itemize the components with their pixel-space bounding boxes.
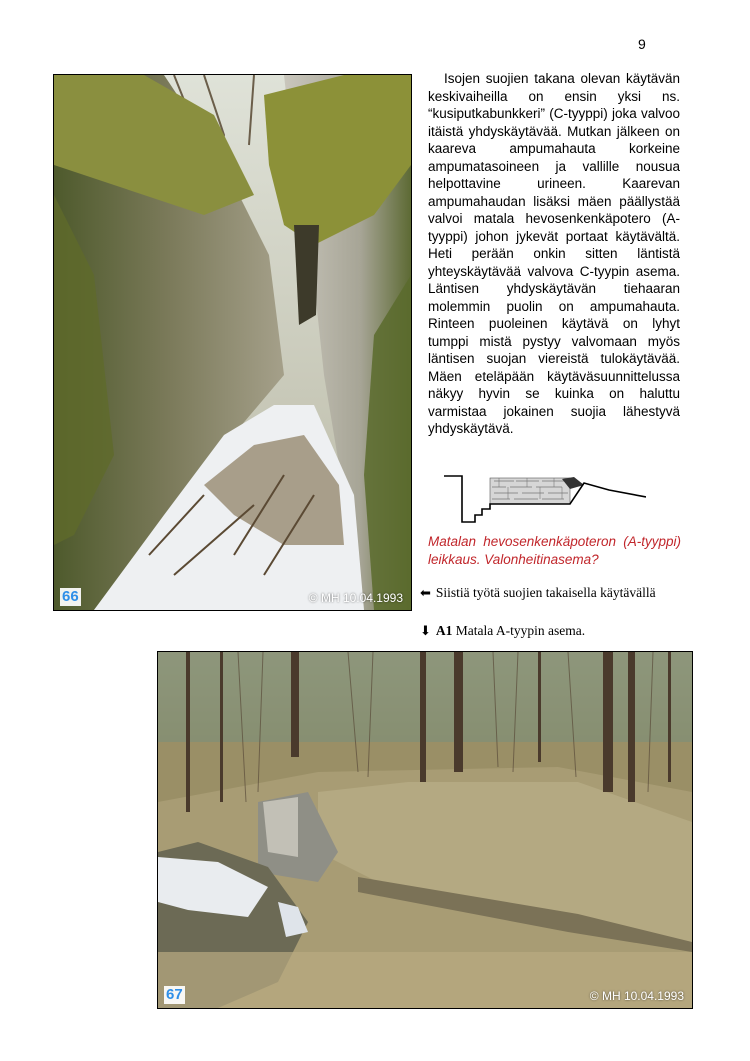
photo-67-note [420,623,585,639]
figure-caption: Matalan hevosenkenkäpoteron (A-tyyppi) leikkaus. Valonheitinasema? [428,534,681,567]
forest-photo-image [158,652,692,1008]
page-number: 9 [638,36,646,52]
photo-trench-snow [53,74,412,611]
photo-number: 66 [62,588,79,605]
photo-credit: © MH 10.04.1993 [589,989,684,1003]
photo-forest-position [157,651,693,1009]
note-text: Siistiä työtä suojien takaisella käytävällä [435,585,656,600]
down-arrow-icon: ⬇ [420,624,431,639]
photo-number: 67 [166,986,183,1003]
cross-section-diagram [444,475,646,527]
note-text: Matala A-tyypin asema. [452,623,586,638]
body-paragraph: Isojen suojien takana olevan käytävän keskivaiheilla on ensin yksi ns. “kusiputkabunkkeri” (C-tyyppi) joka valvoo itäistä yhdyskäytävää. Mutkan jälkeen on kaareva ampumahauta korkeine ampumatasoineen ja vallille nousua helpottavine urineen. Kaarevan ampumahaudan lisäksi mäen päällystää valvoi matala hevosenkenkäpotero (A-tyyppi) johon jykevät portaat käytävältä. Heti perään onkin sitten läntistä yhteyskäytävää valvova C-tyypin asema. Läntisen yhdyskäytävän tiehaaran molemmin puolin on ampumahauta. Rinteen puoleinen käytävä on lyhyt tumppi mistä pystyy valvomaan myös läntisen suojan viereistä tulokäytävää. Mäen eteläpään käytäväsuunnittelussa näkyy hyvin se kuinka on haluttu varmistaa jokainen suojia lähestyvä yhdyskäytävä. [428,71,680,436]
photo-66-note [420,585,656,601]
note-label: A1 [435,623,453,638]
left-arrow-icon: ⬅ [420,586,431,601]
photo-credit: © MH 10.04.1993 [308,591,403,605]
trench-photo-image [54,75,411,610]
